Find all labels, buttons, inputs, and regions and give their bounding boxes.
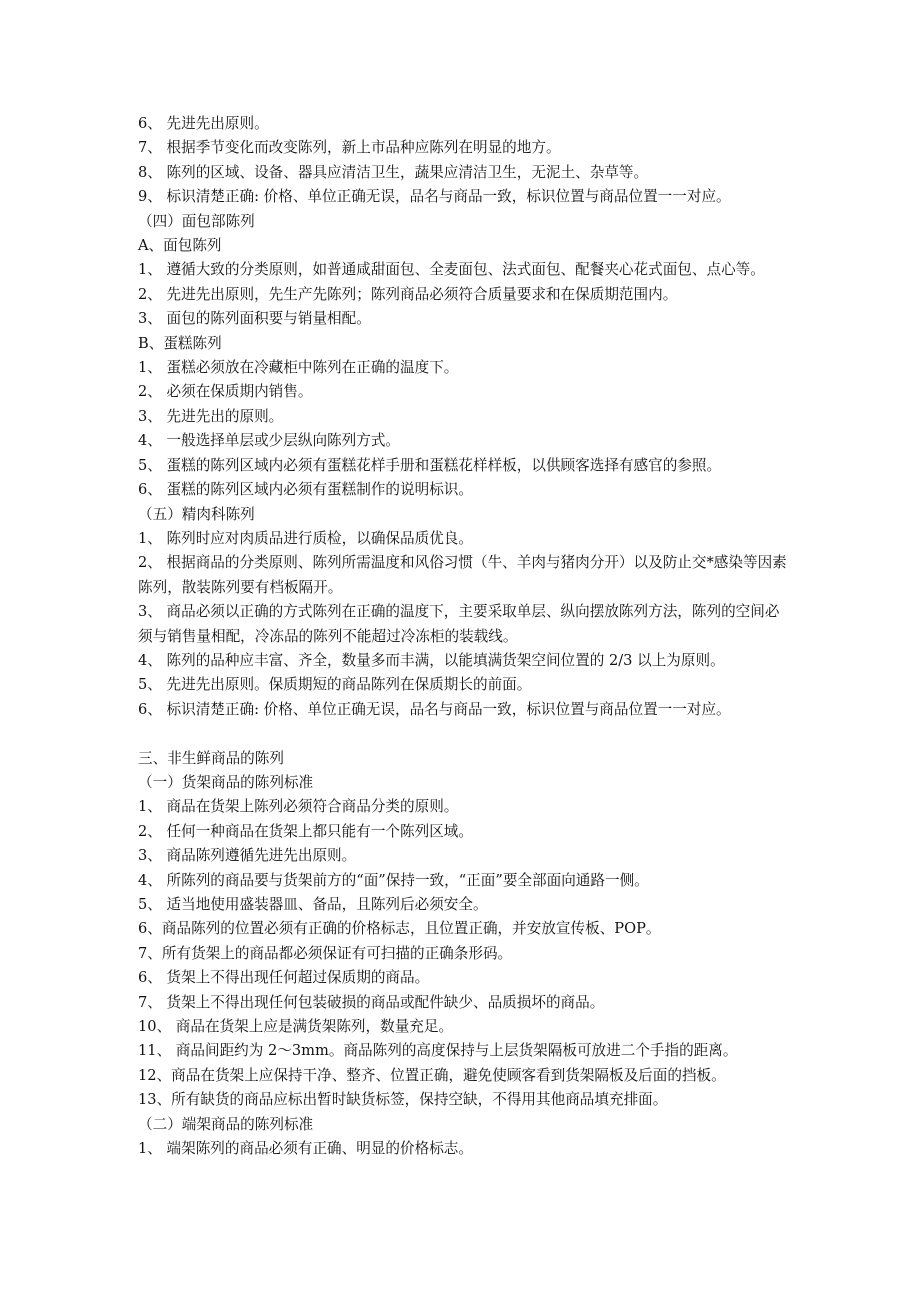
section-heading: （一）货架商品的陈列标准 xyxy=(138,773,314,791)
text-line: 6、 蛋糕的陈列区域内必须有蛋糕制作的说明标识。 xyxy=(138,481,473,499)
text-line: 3、 先进先出的原则。 xyxy=(138,407,284,425)
text-line: 1、 陈列时应对肉质品进行质检，以确保品质优良。 xyxy=(138,529,473,547)
text-line: 6、 标识清楚正确: 价格、单位正确无误，品名与商品一致，标识位置与商品位置一一对应。 xyxy=(138,700,731,718)
text-line: 7、 货架上不得出现任何包装破损的商品或配件缺少、品质损坏的商品。 xyxy=(138,993,605,1011)
text-line: 2、 根据商品的分类原则、陈列所需温度和风俗习惯（牛、羊肉与猪肉分开）以及防止交*感染等因素陈列，散装陈列要有档板隔开。 xyxy=(138,554,787,596)
text-line: 13、所有缺货的商品应标出暂时缺货标签，保持空缺，不得用其他商品填充排面。 xyxy=(138,1091,668,1109)
text-line: 3、 面包的陈列面积要与销量相配。 xyxy=(138,310,371,328)
section-heading: （四）面包部陈列 xyxy=(138,212,255,230)
document-body xyxy=(138,112,788,1161)
text-line: 1、 端架陈列的商品必须有正确、明显的价格标志。 xyxy=(138,1140,473,1158)
text-line: 1、 商品在货架上陈列必须符合商品分类的原则。 xyxy=(138,798,459,816)
text-line: 2、 任何一种商品在货架上都只能有一个陈列区域。 xyxy=(138,822,473,840)
blank-line xyxy=(138,722,788,746)
text-line: 12、商品在货架上应保持干净、整齐、位置正确，避免使顾客看到货架隔板及后面的挡板。 xyxy=(138,1066,726,1084)
text-line: 5、 先进先出原则。保质期短的商品陈列在保质期长的前面。 xyxy=(138,676,532,694)
text-line: 11、 商品间距约为 2～3mm。商品陈列的高度保持与上层货架隔板可放进二个手指的距离。 xyxy=(138,1042,738,1060)
text-line: 5、 蛋糕的陈列区域内必须有蛋糕花样手册和蛋糕花样样板，以供顾客选择有感官的参照。 xyxy=(138,456,722,474)
subsection-heading: B、蛋糕陈列 xyxy=(138,334,222,352)
text-line: 4、 一般选择单层或少层纵向陈列方式。 xyxy=(138,432,401,450)
text-line: 7、所有货架上的商品都必须保证有可扫描的正确条形码。 xyxy=(138,944,513,962)
text-line: 9、 标识清楚正确: 价格、单位正确无误，品名与商品一致，标识位置与商品位置一一对应。 xyxy=(138,188,731,206)
text-line: 2、 必须在保质期内销售。 xyxy=(138,383,313,401)
subsection-heading: A、面包陈列 xyxy=(138,237,222,255)
text-line: 6、商品陈列的位置必须有正确的价格标志，且位置正确，并安放宣传板、POP。 xyxy=(138,920,661,938)
text-line: 4、 陈列的品种应丰富、齐全，数量多而丰满，以能填满货架空间位置的 2/3 以上为原则。 xyxy=(138,651,725,669)
text-line: 7、 根据季节变化而改变陈列，新上市品种应陈列在明显的地方。 xyxy=(138,139,561,157)
text-line: 2、 先进先出原则，先生产先陈列；陈列商品必须符合质量要求和在保质期范围内。 xyxy=(138,285,678,303)
text-line: 6、 先进先出原则。 xyxy=(138,115,269,132)
text-line: 8、 陈列的区域、设备、器具应清洁卫生，蔬果应清洁卫生，无泥土、杂草等。 xyxy=(138,163,649,181)
text-line: 4、 所陈列的商品要与货架前方的“面”保持一致，“正面”要全部面向通路一侧。 xyxy=(138,871,649,889)
text-line: 10、 商品在货架上应是满货架陈列，数量充足。 xyxy=(138,1018,454,1036)
text-line: 5、 适当地使用盛装器皿、备品，且陈列后必须安全。 xyxy=(138,895,488,913)
text-line: 1、 遵循大致的分类原则，如普通咸甜面包、全麦面包、法式面包、配餐夹心花式面包、点心等。 xyxy=(138,261,765,279)
text-line: 3、 商品陈列遵循先进先出原则。 xyxy=(138,847,357,865)
text-line: 1、 蛋糕必须放在冷藏柜中陈列在正确的温度下。 xyxy=(138,359,459,377)
section-heading: （五）精肉科陈列 xyxy=(138,505,255,523)
section-heading: （二）端架商品的陈列标准 xyxy=(138,1115,314,1133)
text-line: 6、 货架上不得出现任何超过保质期的商品。 xyxy=(138,969,430,987)
chapter-heading: 三、非生鲜商品的陈列 xyxy=(138,749,284,767)
text-line: 3、 商品必须以正确的方式陈列在正确的温度下，主要采取单层、纵向摆放陈列方法，陈列的空间必须与销售量相配，冷冻品的陈列不能超过冷冻柜的装载线。 xyxy=(138,603,780,645)
